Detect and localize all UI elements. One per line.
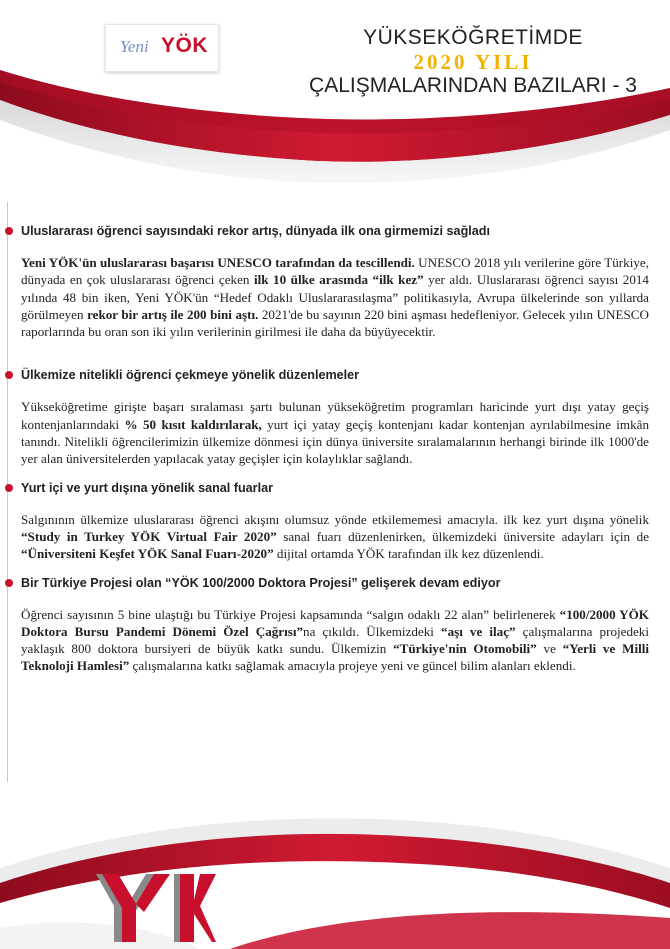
content-area	[21, 224, 649, 686]
bold-run: “Üniversiteni Keşfet YÖK Sanal Fuarı-2020”	[21, 546, 274, 562]
title-line-2: 2020 YILI	[413, 50, 533, 74]
text-run: çalışmalarına projedeki yaklaşık 800 doktora bursiyeri de büyük katkı sundu. Ülkemizin	[21, 623, 649, 657]
text-run: UNESCO 2018 yılı verilerine göre Türkiye, dünyada en çok uluslararası öğrenci çeken	[21, 255, 649, 288]
logo-yeni-text: Yeni	[120, 37, 149, 56]
title-line-1: YÜKSEKÖĞRETİMDE	[363, 26, 583, 49]
section-title	[21, 481, 649, 495]
section-virtual-fairs	[21, 481, 649, 563]
bold-run: % 50 kısıt kaldırılarak,	[124, 416, 262, 432]
yeni-yok-logo	[105, 24, 219, 72]
text-run: Yükseköğretime girişte başarı sıralaması şartı bulunan yükseköğretim programları haricinde yurt dışı yatay geçiş kontenjanlarındaki	[21, 399, 649, 432]
section-doctorate-project	[21, 576, 649, 675]
logo-yok-text: YÖK	[161, 34, 209, 57]
bullet-icon	[5, 579, 13, 587]
section-title	[21, 224, 649, 238]
section-title-text: Bir Türkiye Projesi olan “YÖK 100/2000 Doktora Projesi” gelişerek devam ediyor	[21, 575, 501, 590]
section-paragraph	[21, 398, 649, 467]
text-run: çalışmalarına katkı sağlamak amacıyla projeye yeni ve güncel bilim alanları eklendi.	[129, 658, 576, 674]
bold-run: “Türkiye'nin Otomobili”	[393, 641, 537, 657]
left-rule	[7, 202, 8, 782]
title-line-3: ÇALIŞMALARINDAN BAZILARI - 3	[309, 74, 637, 97]
text-run: na çıkıldı. Ülkemizdeki	[303, 623, 442, 639]
page-title	[283, 26, 663, 98]
section-qualified-students	[21, 368, 649, 467]
bold-run: ilk 10 ülke arasında “ilk kez”	[253, 272, 424, 288]
bold-run: “aşı ve ilaç”	[441, 623, 516, 639]
section-international-students	[21, 224, 649, 340]
text-run: sanal fuarı düzenlenirken, ülkemizdeki üniversite adayları için de	[276, 528, 650, 544]
bold-run: “100/2000 YÖK Doktora Bursu Pandemi Dönemi Özel Çağrısı”	[21, 606, 649, 639]
bold-run: Yeni YÖK'ün uluslararası başarısı UNESCO tarafından da tescillendi.	[21, 255, 415, 270]
section-title	[21, 576, 649, 590]
bold-run: rekor bir artış ile 200 bini aştı.	[87, 306, 259, 322]
text-run: Salgınının ülkemize uluslararası öğrenci akışını olumsuz yönde etkilememesi amacıyla. ilk kez yurt dışına yönelik	[21, 511, 649, 527]
bold-run: “Study in Turkey YÖK Virtual Fair 2020”	[21, 528, 277, 544]
text-run: ve	[536, 641, 563, 657]
section-title	[21, 368, 649, 382]
bullet-icon	[5, 371, 13, 379]
section-paragraph	[21, 606, 649, 675]
section-title-text: Ülkemize nitelikli öğrenci çekmeye yönelik düzenlemeler	[21, 368, 360, 383]
text-run: yer aldı. Uluslararası öğrenci sayısı 2014 yılında 48 bin iken, Yeni YÖK'ün “Hedef Odaklı Uluslararasılaşma” politikasıyla, Avrupa ülkelerinde son yıllarda görülmeyen	[21, 272, 649, 322]
yok-logo-icon	[88, 866, 218, 946]
bold-run: “Yerli ve Milli Teknoloji Hamlesi”	[21, 641, 650, 674]
section-paragraph	[21, 254, 649, 340]
text-run: yurt içi yatay geçiş kontenjanı kadar kontenjan ayrılabilmesine imkân tanındı. Nitelikli öğrencilerimizin ülkemize dönmesi için dünya üniversite sıralamalarının herhangi birinde ilk 1000'de yer alan üniversitelerden yapılacak yatay geçişler için kolaylıklar sağlandı.	[21, 416, 649, 467]
text-run: 2021'de bu sayının 220 bini aşması hedefleniyor. Gelecek yılın UNESCO raporlarında bu oran son iki yılın verilerinin girilmesi ile daha da büyüyecektir.	[21, 306, 649, 340]
text-run: dijital ortamda YÖK tarafından ilk kez düzenlendi.	[273, 546, 544, 562]
bullet-icon	[5, 484, 13, 492]
section-paragraph	[21, 511, 649, 563]
section-title-text: Uluslararası öğrenci sayısındaki rekor artış, dünyada ilk ona girmemizi sağladı	[21, 224, 490, 238]
section-title-text: Yurt içi ve yurt dışına yönelik sanal fuarlar	[21, 480, 273, 495]
bullet-icon	[5, 227, 13, 235]
text-run: Öğrenci sayısının 5 bine ulaştığı bu Türkiye Projesi kapsamında “salgın odaklı 22 alan” belirlenerek	[21, 606, 560, 622]
